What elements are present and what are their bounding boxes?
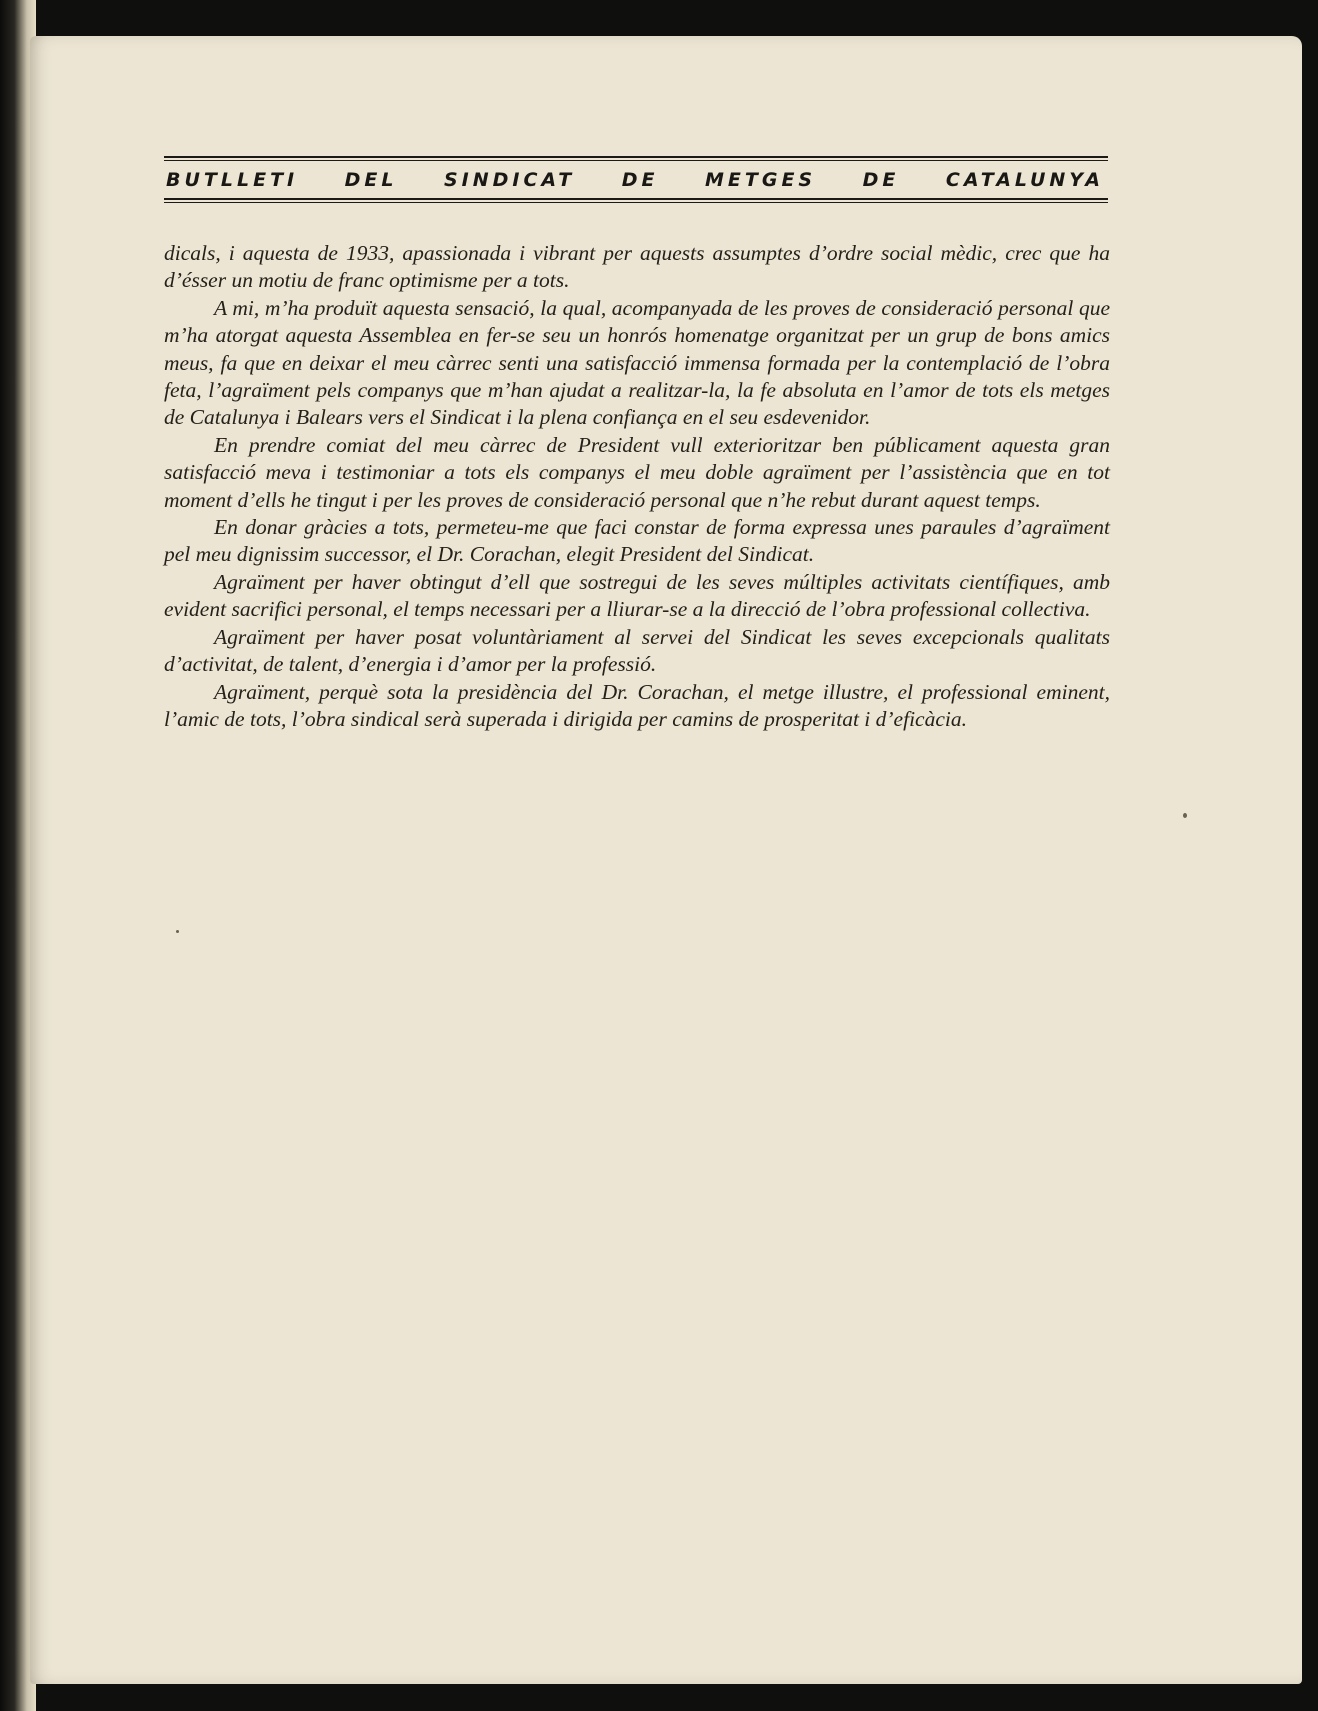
- header-word: SINDICAT: [443, 169, 576, 191]
- header-word: DEL: [344, 169, 398, 191]
- paragraph: Agraïment per haver posat voluntàriament al servei del Sindicat les seves excepcionals qualitats d’activitat, de talent, d’energia i d’amor per la professió.: [164, 624, 1110, 677]
- paper-speck: [176, 930, 179, 933]
- paragraph: En donar gràcies a tots, permeteu-me que faci constar de forma expressa unes paraules d’agraïment pel meu dignissim successor, el Dr. Corachan, elegit President del Sindicat.: [164, 515, 1110, 567]
- header-top-rule-thin: [164, 160, 1108, 161]
- paragraph: A mi, m’ha produït aquesta sensació, la qual, acompanyada de les proves de consideració personal que m’ha atorgat aquesta Assemblea en fer-se seu un honrós homenatge organitzat per un grup de bons amics meus, fa que en deixar el meu càrrec senti una satisfacció immensa formada per la contemplació de l’obra feta, l’agraïment pels companys que m’han ajudat a realitzar-la, la fe absoluta en l’amor de tots els metges de Catalunya i Balears vers el Sindicat i la plena confiança en el seu esdevenidor.: [164, 295, 1110, 430]
- paragraph: En prendre comiat del meu càrrec de President vull exterioritzar ben públicament aquesta gran satisfacció meva i testimoniar a tots els companys el meu doble agraïment per l’assistència que en tot moment d’ells he tingut i per les proves de consideració personal que n’he rebut durant aquest temps.: [164, 432, 1110, 512]
- paragraph: Agraïment, perquè sota la presidència del Dr. Corachan, el metge illustre, el professional eminent, l’amic de tots, l’obra sindical serà superada i dirigida per camins de prosperitat i d’eficàcia.: [164, 679, 1110, 731]
- header-bottom-rule: [164, 198, 1108, 200]
- paragraph: dicals, i aquesta de 1933, apassionada i vibrant per aquests assumptes d’ordre social mèdic, crec que ha d’ésser un motiu de franc optimisme per a tots.: [164, 241, 1110, 293]
- header-word: DE: [621, 169, 659, 191]
- header-word: METGES: [705, 169, 817, 191]
- header-word: BUTLLETI: [166, 169, 299, 191]
- article-body: [164, 240, 1110, 733]
- paragraph: Agraïment per haver obtingut d’ell que sostregui de les seves múltiples activitats científiques, amb evident sacrifici personal, el temps necessari per a lliurar-se a la direcció de l’obra professional collectiva.: [164, 569, 1110, 622]
- running-header: [164, 156, 1108, 203]
- header-word: DE: [862, 169, 900, 191]
- header-word: CATALUNYA: [945, 169, 1104, 191]
- header-title: [166, 169, 1104, 191]
- header-top-rule: [164, 156, 1108, 158]
- paper-speck: [1183, 813, 1187, 818]
- header-bottom-rule-thin: [164, 202, 1108, 203]
